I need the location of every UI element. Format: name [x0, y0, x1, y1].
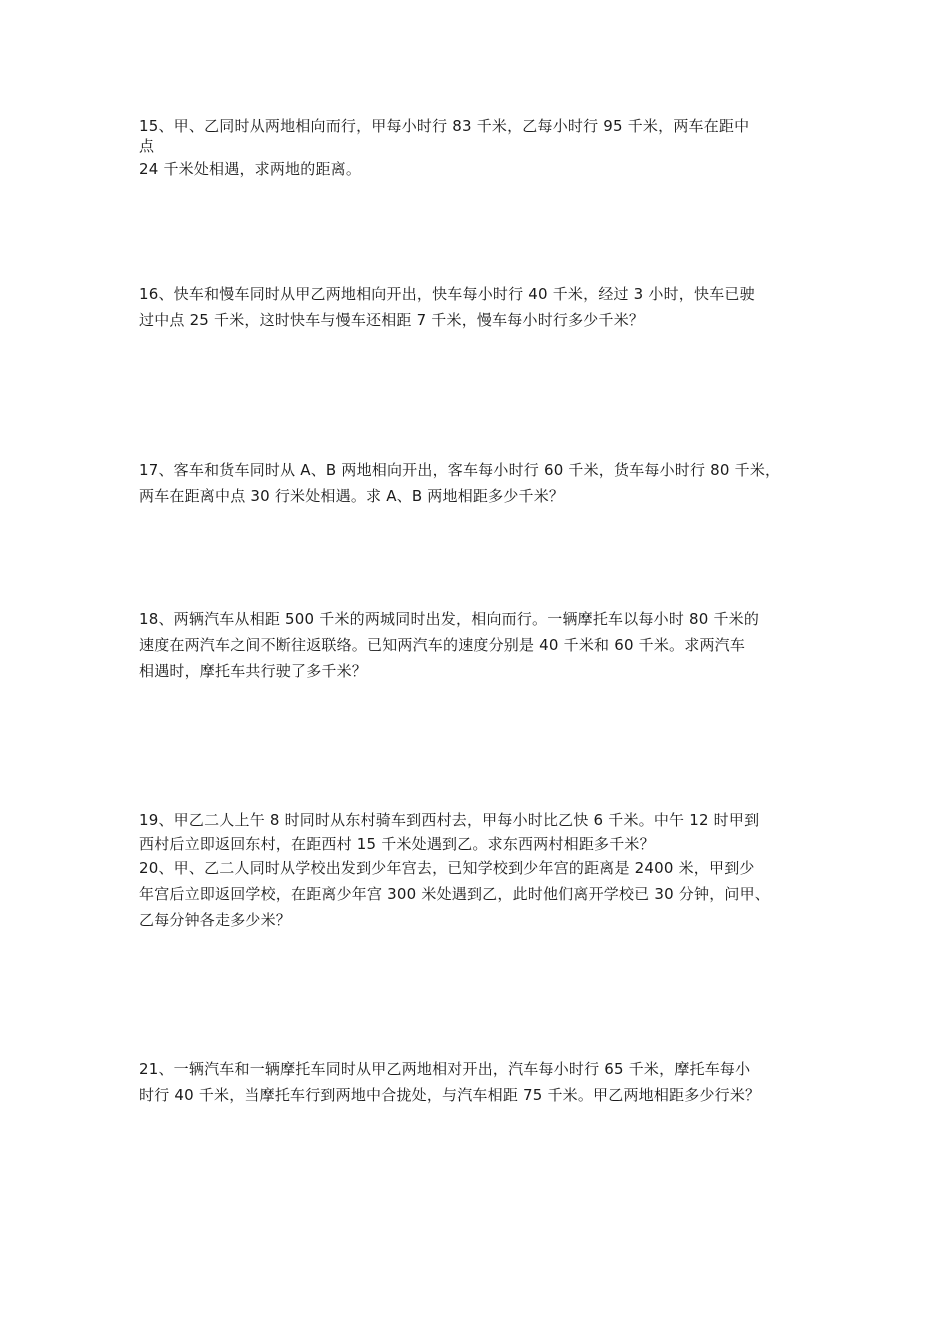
problem-15-line-2: 点 [139, 137, 155, 155]
problem-18-line-1: 18、两辆汽车从相距 500 千米的两城同时出发，相向而行。一辆摩托车以每小时 80 千米的 [139, 610, 760, 628]
problem-20-line-2: 年宫后立即返回学校，在距离少年宫 300 米处遇到乙，此时他们离开学校已 30 分钟，问甲、 [139, 885, 770, 903]
problem-19-line-1: 19、甲乙二人上午 8 时同时从东村骑车到西村去，甲每小时比乙快 6 千米。中午 12 时甲到 [139, 811, 760, 829]
problem-20-line-1: 20、甲、乙二人同时从学校出发到少年宫去，已知学校到少年宫的距离是 2400 米，甲到少 [139, 859, 755, 877]
problem-16-line-1: 16、快车和慢车同时从甲乙两地相向开出，快车每小时行 40 千米，经过 3 小时，快车已驶 [139, 285, 755, 303]
problem-16-line-2: 过中点 25 千米，这时快车与慢车还相距 7 千米，慢车每小时行多少千米？ [139, 311, 645, 329]
problem-18-line-2: 速度在两汽车之间不断往返联络。已知两汽车的速度分别是 40 千米和 60 千米。求两汽车 [139, 636, 746, 654]
problem-15-line-3: 24 千米处相遇，求两地的距离。 [139, 160, 362, 178]
problem-17-line-2: 两车在距离中点 30 行米处相遇。求 A、B 两地相距多少千米？ [139, 487, 565, 505]
problem-20-line-3: 乙每分钟各走多少米？ [139, 911, 292, 929]
problem-19-line-2: 西村后立即返回东村，在距西村 15 千米处遇到乙。求东西两村相距多千米？ [139, 835, 655, 853]
problem-17-line-1: 17、客车和货车同时从 A、B 两地相向开出，客车每小时行 60 千米，货车每小时行 80 千米， [139, 461, 781, 479]
problem-21-line-1: 21、一辆汽车和一辆摩托车同时从甲乙两地相对开出，汽车每小时行 65 千米，摩托车每小 [139, 1060, 751, 1078]
problem-18-line-3: 相遇时，摩托车共行驶了多千米？ [139, 662, 368, 680]
problem-21-line-2: 时行 40 千米，当摩托车行到两地中合拢处，与汽车相距 75 千米。甲乙两地相距多少行米？ [139, 1086, 761, 1104]
problem-15-line-1: 15、甲、乙同时从两地相向而行，甲每小时行 83 千米，乙每小时行 95 千米，两车在距中 [139, 117, 750, 135]
